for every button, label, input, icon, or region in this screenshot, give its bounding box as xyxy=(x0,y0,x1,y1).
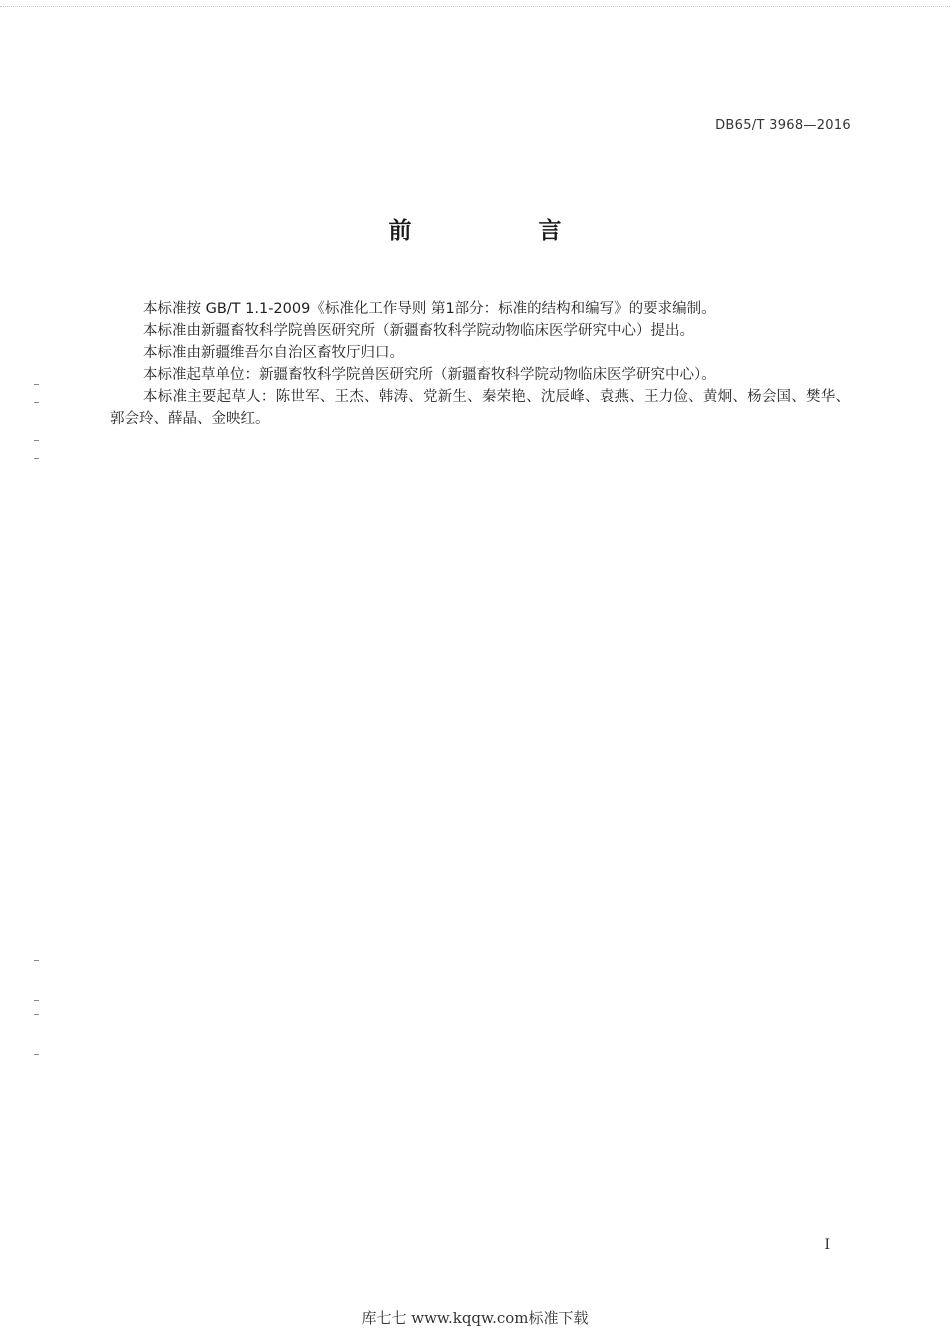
paragraph: 本标准由新疆维吾尔自治区畜牧厅归口。 xyxy=(143,345,404,361)
paragraph: 本标准主要起草人：陈世军、王杰、韩涛、党新生、秦荣艳、沈辰峰、袁燕、王力俭、黄炯、杨会国、樊华、郭会玲、薛晶、金映红。 xyxy=(110,389,850,427)
scan-speck xyxy=(34,960,39,961)
paragraph: 本标准起草单位：新疆畜牧科学院兽医研究所（新疆畜牧科学院动物临床医学研究中心）。 xyxy=(143,367,716,383)
paragraph: 本标准按 GB/T 1.1-2009《标准化工作导则 第1部分：标准的结构和编写》的要求编制。 xyxy=(143,301,716,317)
scan-speck xyxy=(34,1000,39,1001)
paragraph: 本标准由新疆畜牧科学院兽医研究所（新疆畜牧科学院动物临床医学研究中心）提出。 xyxy=(143,323,694,339)
scan-speck xyxy=(34,440,39,441)
scan-speck xyxy=(34,384,39,385)
page-title: 前 言 xyxy=(388,218,614,244)
scan-top-edge xyxy=(0,0,950,7)
standard-code: DB65/T 3968—2016 xyxy=(715,118,851,133)
foreword-body xyxy=(110,298,850,430)
scan-speck xyxy=(34,402,39,403)
page-number: I xyxy=(824,1237,830,1253)
scan-speck xyxy=(34,458,39,459)
scan-speck xyxy=(34,1014,39,1015)
footer-watermark: 库七七 www.kqqw.com标准下载 xyxy=(361,1309,589,1327)
scan-speck xyxy=(34,1054,39,1055)
